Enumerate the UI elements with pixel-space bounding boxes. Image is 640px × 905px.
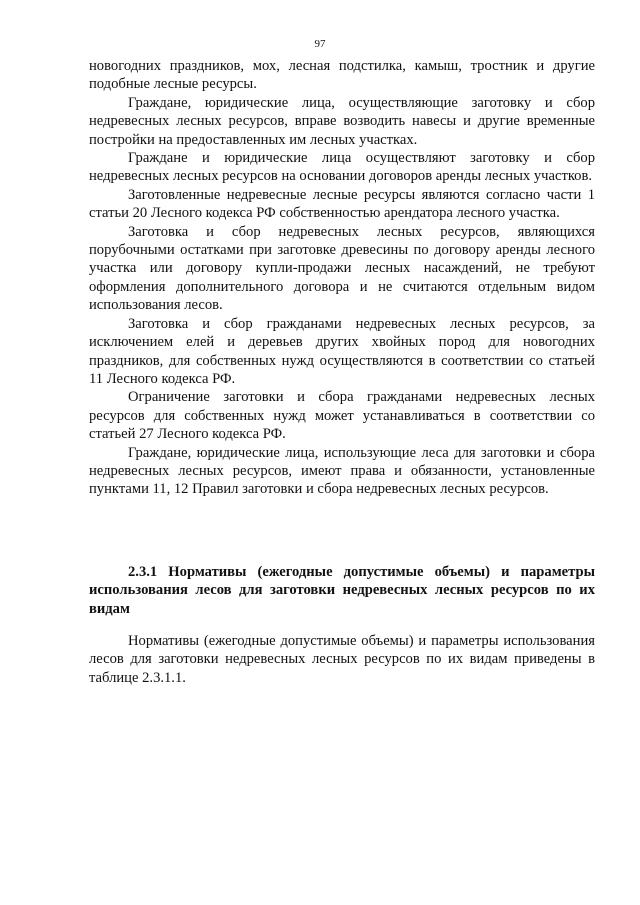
section-body xyxy=(89,632,595,687)
paragraph-2: Граждане, юридические лица, осуществляющие заготовку и сбор недревесных лесных ресурсов, вправе возводить навесы и другие временные постройки на предоставленных им лесных участках. xyxy=(89,94,595,148)
paragraph-7: Ограничение заготовки и сбора гражданами недревесных лесных ресурсов для собственных нужд может устанавливаться в соответствии со статьей 27 Лесного кодекса РФ. xyxy=(89,389,595,443)
page-number: 97 xyxy=(314,38,326,50)
paragraph-6: Заготовка и сбор гражданами недревесных лесных ресурсов, за исключением елей и деревьев других хвойных пород для новогодних праздников, для собственных нужд осуществляются в соответствии со статьей 11 Лесного кодекса РФ. xyxy=(89,315,595,387)
paragraph-3: Граждане и юридические лица осуществляют заготовку и сбор недревесных лесных ресурсов на основании договоров аренды лесных участков. xyxy=(89,150,595,185)
section-paragraph: Нормативы (ежегодные допустимые объемы) и параметры использования лесов для заготовки недревесных лесных ресурсов по их видам приведены в таблице 2.3.1.1. xyxy=(89,633,595,686)
section-heading: 2.3.1 Нормативы (ежегодные допустимые объемы) и параметры использования лесов для заготовки недревесных лесных ресурсов по их видам xyxy=(89,564,595,617)
paragraph-1: новогодних праздников, мох, лесная подстилка, камыш, тростник и другие подобные лесные ресурсы. xyxy=(89,58,595,93)
paragraph-8: Граждане, юридические лица, использующие леса для заготовки и сбора недревесных лесных ресурсов, имеют права и обязанности, установленные пунктами 11, 12 Правил заготовки и сбора недревесных лесных ресурсов. xyxy=(89,444,595,498)
paragraph-5: Заготовка и сбор недревесных лесных ресурсов, являющихся порубочными остатками при заготовке древесины по договору аренды лесного участка или договору купли-продажи лесных насаждений, не требуют оформления дополнительного договора и не считаются отдельным видом использования лесов. xyxy=(89,223,595,314)
paragraph-4: Заготовленные недревесные лесные ресурсы являются согласно части 1 статьи 20 Лесного кодекса РФ собственностью арендатора лесного участка. xyxy=(89,186,595,222)
body-text xyxy=(89,57,595,499)
